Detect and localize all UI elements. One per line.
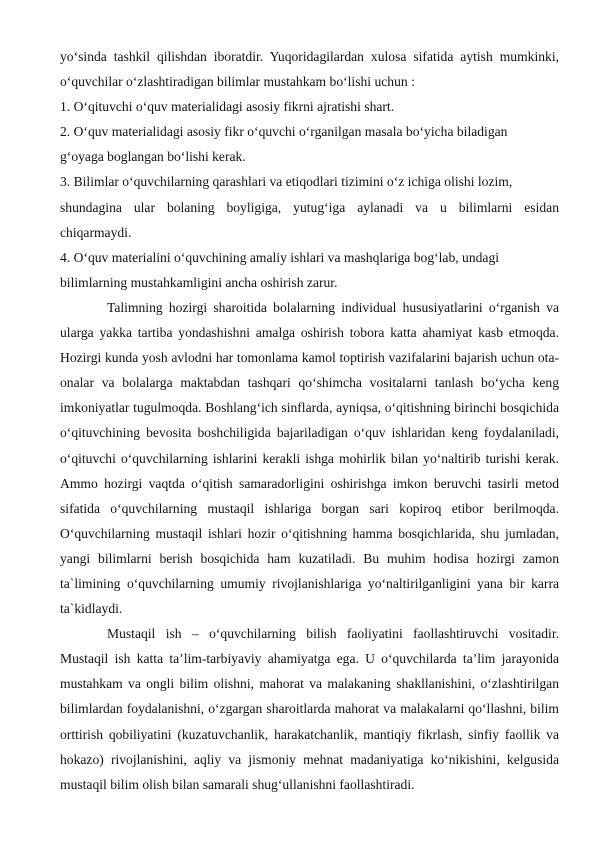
requirements-list — [60, 94, 559, 295]
list-item-line: 1. O‘qituvchi o‘quv materialidagi asosiy fikrni ajratishi shart. — [60, 99, 395, 115]
intro-line-2: o‘quvchilar o‘zlashtiradigan bilimlar mustahkam bo‘lishi uchun : — [60, 74, 415, 90]
list-item-3 — [60, 169, 559, 244]
list-item-line: 3. Bilimlar o‘quvchilarning qarashlari va etiqodlari tizimini o‘z ichiga olishi lozim, — [60, 174, 513, 190]
list-item-4 — [60, 245, 559, 295]
list-item-line: bilimlarning mustahkamligini ancha oshirish zarur. — [60, 274, 338, 290]
body-paragraph-1: Talimning hozirgi sharoitida bolalarning individual hususiyatlarini o‘rganish va ularga yakka tartiba yondashishni amalga oshirish tobora katta ahamiyat kasb etmoqda. Hozirgi kunda yosh avlodni har tomonlama kamol toptirish vazifalarini bajarish uchun ota-onalar va bolalarga maktabdan tashqari qo‘shimcha vositalarni tanlash bo‘ycha keng imkoniyatlar tugulmoqda. Boshlang‘ich sinflarda, ayniqsa, o‘qitishning birinchi bosqichida o‘qituvchining bevosita boshchiligida bajariladigan o‘quv ishlaridan keng foydalaniladi, o‘qituvchi o‘quvchilarning ishlarini kerakli ishga mohirlik bilan yo‘naltirib turishi kerak. Ammo hozirgi vaqtda o‘qitish samaradorligini oshirishga imkon beruvchi tasirli metod sifatida o‘quvchilarning mustaqil ishlariga borgan sari kopiroq etibor berilmoqda. O‘quvchilarning mustaqil ishlari hozir o‘qitishning hamma bosqichlarida, shu jumladan, yangi bilimlarni berish bosqichida ham kuzatiladi. Bu muhim hodisa hozirgi zamon ta`limining o‘quvchilarning umumiy rivojlanishlariga yo‘naltirilganligini yana bir karra ta`kidlaydi. — [60, 299, 559, 617]
body-paragraph-2: Mustaqil ish – o‘quvchilarning bilish faoliyatini faollashtiruvchi vositadir. Mustaqil ish katta ta’lim-tarbiyaviy ahamiyatga ega. U o‘quvchilarda ta’lim jarayonida mustahkam va ongli bilim olishni, mahorat va malakaning shakllanishini, o‘zlashtirilgan bilimlardan foydalanishni, o‘zgargan sharoitlarda mahorat va malakalarni qo‘llashni, bilim orttirish qobiliyatini (kuzatuvchanlik, harakatchanlik, mantiqiy fikrlash, sinfiy faollik va hokazo) rivojlanishini, aqliy va jismoniy mehnat madaniyatiga ko‘nikishini, kelgusida mustaqil bilim olish bilan samarali shug‘ullanishni faollashtiradi. — [60, 626, 559, 792]
list-item-line: 4. O‘quv materialini o‘quvchining amaliy ishlari va mashqlariga bog‘lab, undagi — [60, 249, 500, 265]
list-item-1 — [60, 94, 559, 119]
list-item-line: shundagina ular bolaning boyligiga, yutug‘iga aylanadi va u bilimlarni esidan — [60, 199, 559, 215]
list-item-line: chiqarmaydi. — [60, 224, 132, 240]
list-item-line: 2. O‘quv materialidagi asosiy fikr o‘quvchi o‘rganilgan masala bo‘yicha biladigan — [60, 124, 508, 140]
intro-paragraph — [60, 44, 559, 94]
list-item-2 — [60, 119, 559, 169]
document-page — [60, 44, 559, 797]
intro-line-1: yo‘sinda tashkil qilishdan iboratdir. Yuqoridagilardan xulosa sifatida aytish mumkinki, — [60, 49, 559, 64]
list-item-line: g‘oyaga boglangan bo‘lishi kerak. — [60, 149, 246, 165]
